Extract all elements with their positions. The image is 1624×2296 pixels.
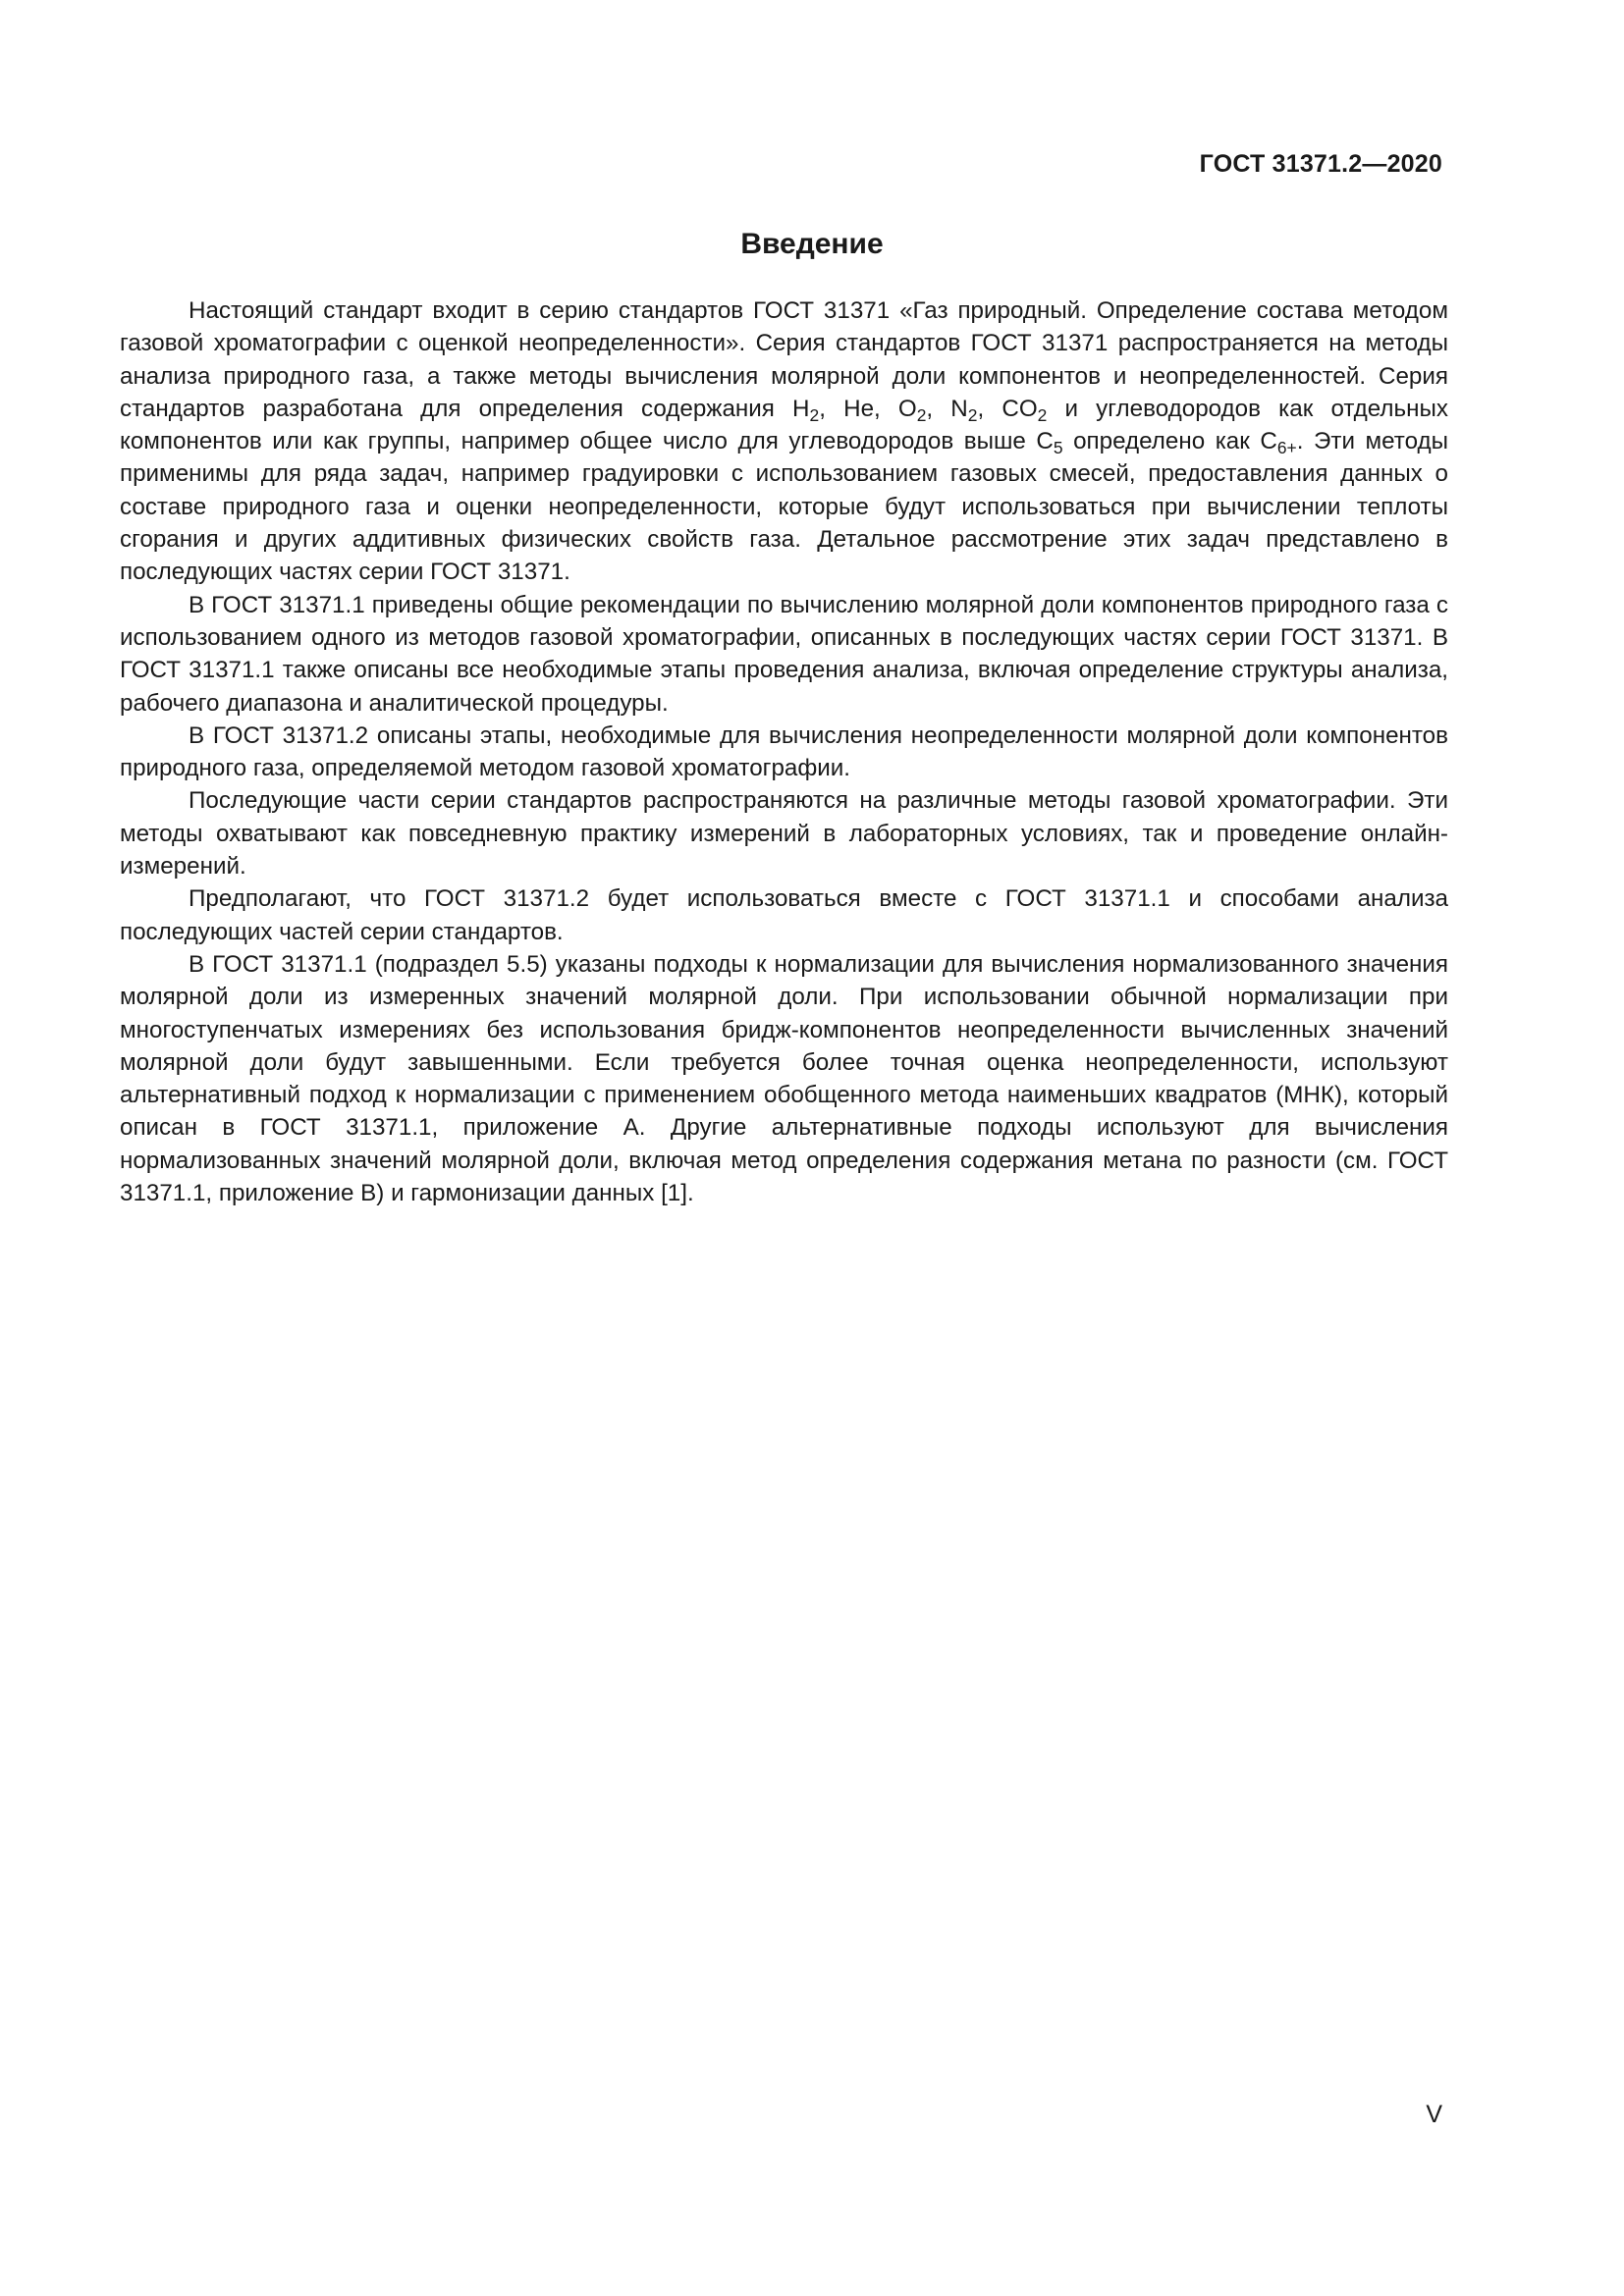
paragraph (120, 784, 1448, 882)
subscript-text: 2 (967, 405, 978, 426)
text-run: Последующие части серии стандартов распространяются на различные методы газовой хроматографии. Эти методы охватывают как повседневную практику измерений в лабораторных условиях, так и проведение онлайн-измерений. (120, 787, 1448, 881)
text-run: В ГОСТ 31371.1 (подраздел 5.5) указаны подходы к нормализации для вычисления нормализованного значения молярной доли из измеренных значений молярной доли. При использовании обычной нормализации при многоступенчатых измерениях без использования бридж-компонентов неопределенности вычисленных значений молярной доли будут завышенными. Если требуется более точная оценка неопределенности, используют альтернативный подход к нормализации с применением обобщенного метода наименьших квадратов (МНК), который описан в ГОСТ 31371.1, приложение А. Другие альтернативные подходы используют для вычисления нормализованных значений молярной доли, включая метод определения содержания метана по разности (см. ГОСТ 31371.1, приложение В) и гармонизации данных [1]. (120, 950, 1448, 1207)
text-run: . Эти методы применимы для ряда задач, например градуировки с использованием газовых смесей, предоставления данных о составе природного газа и оценки неопределенности, которые будут использоваться при вычислении теплоты сгорания и других аддитивных физических свойств газа. Детальное рассмотрение этих задач представлено в последующих частях серии ГОСТ 31371. (120, 428, 1449, 586)
paragraph (120, 948, 1448, 1209)
document-code: ГОСТ 31371.2—2020 (1199, 150, 1442, 178)
subscript-text: 2 (809, 405, 820, 426)
subscript-text: 5 (1053, 438, 1063, 458)
text-run: В ГОСТ 31371.2 описаны этапы, необходимые для вычисления неопределенности молярной доли компонентов природного газа, определяемой методом газовой хроматографии. (120, 721, 1448, 782)
subscript-text: 2 (1037, 405, 1048, 426)
text-run: Предполагают, что ГОСТ 31371.2 будет использоваться вместе с ГОСТ 31371.1 и способами анализа последующих частей серии стандартов. (120, 885, 1448, 945)
text-run: , N (926, 395, 968, 422)
paragraph (120, 720, 1448, 785)
text-run: Настоящий стандарт входит в серию стандартов ГОСТ 31371 «Газ природный. Определение состава методом газовой хроматографии с оценкой неопределенности». Серия стандартов ГОСТ 31371 распространяется на методы анализа природного газа, а также методы вычисления молярной доли компонентов и неопределенностей. Серия стандартов разработана для определения содержания H (120, 297, 1448, 422)
section-body (120, 294, 1448, 1209)
paragraph (120, 882, 1448, 948)
section-title: Введение (740, 228, 884, 260)
text-run: , He, O (819, 395, 917, 422)
subscript-text: 6+ (1276, 438, 1297, 458)
text-run: и углеводородов как отдельных компонентов или как группы, например общее число для углеводородов выше C (120, 395, 1448, 455)
subscript-text: 2 (916, 405, 927, 426)
page-number: V (1426, 2101, 1442, 2128)
text-run: определено как C (1062, 428, 1277, 455)
text-run: В ГОСТ 31371.1 приведены общие рекомендации по вычислению молярной доли компонентов природного газа с использованием одного из методов газовой хроматографии, описанных в последующих частях серии ГОСТ 31371. В ГОСТ 31371.1 также описаны все необходимые этапы проведения анализа, включая определение структуры анализа, рабочего диапазона и аналитической процедуры. (120, 591, 1448, 717)
paragraph (120, 589, 1448, 720)
paragraph (120, 294, 1448, 589)
text-run: , CO (977, 395, 1038, 422)
